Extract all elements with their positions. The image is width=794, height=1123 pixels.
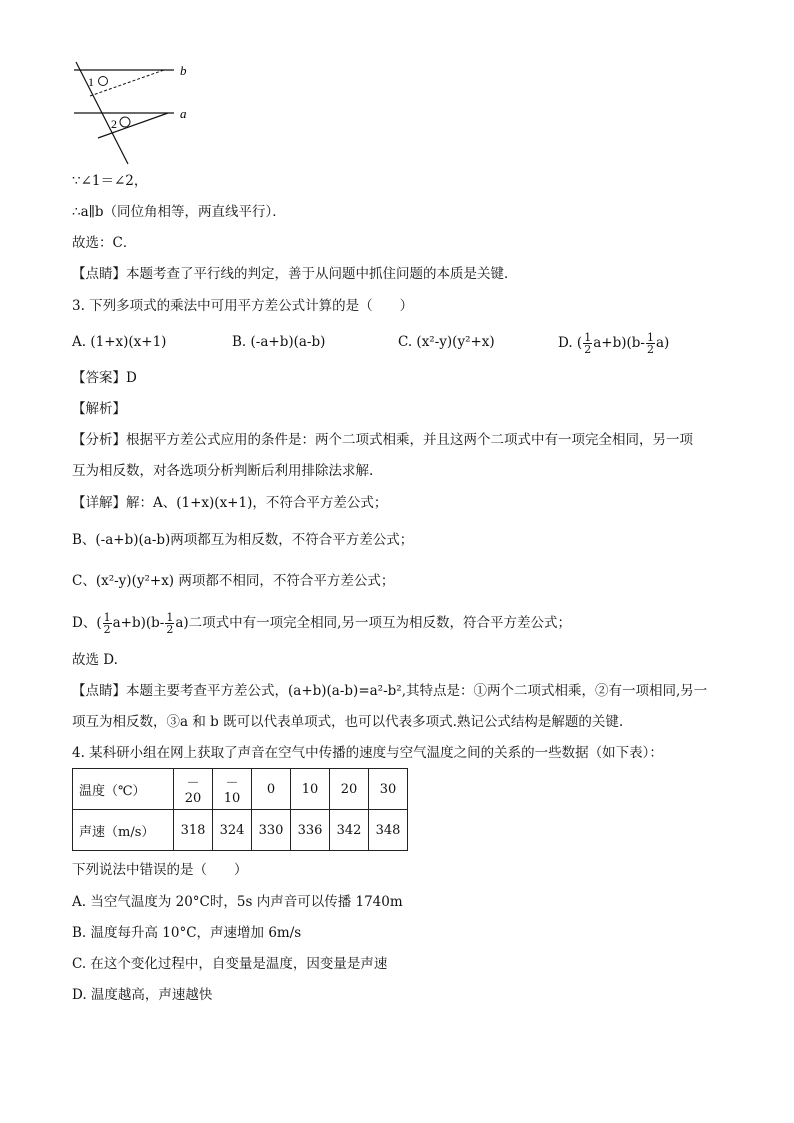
q3-option-c: C. (x²-y)(y²+x)	[398, 334, 495, 350]
q3-detail-a: 【详解】解：A、(1+x)(x+1)，不符合平方差公式；	[72, 495, 388, 511]
angle-2-label: 2	[111, 117, 117, 131]
fraction-half: $\frac{1}{2}$	[584, 331, 592, 356]
q3-dianjing-line2: 项互为相反数，③a 和 b 既可以代表单项式，也可以代表多项式.熟记公式结构是解题的关键.	[72, 714, 624, 730]
q3-detail-b: B、(-a+b)(a-b)两项都互为相反数，不符合平方差公式；	[72, 532, 414, 548]
temperature-speed-table	[72, 768, 408, 851]
q3-fenxi-line1: 【分析】根据平方差公式应用的条件是：两个二项式相乘，并且这两个二项式中有一项完全相同，另一项	[72, 432, 693, 448]
table-cell: 330	[252, 810, 291, 851]
table-cell: 30	[369, 769, 408, 810]
q3-option-d	[558, 332, 669, 355]
line-b-label: b	[180, 63, 187, 78]
angle-1-label: 1	[88, 75, 94, 89]
table-cell: －20	[174, 769, 213, 810]
q3-option-d-suffix: a)	[655, 335, 670, 351]
fraction-half: $\frac{1}{2}$	[166, 611, 174, 636]
table-cell: 20	[330, 769, 369, 810]
table-cell: 318	[174, 810, 213, 851]
q4-option-c: C. 在这个变化过程中，自变量是温度，因变量是声速	[72, 956, 388, 972]
q3-stem: 3. 下列多项式的乘法中可用平方差公式计算的是（ ）	[72, 298, 414, 314]
table-row	[73, 769, 408, 810]
row-header-speed: 声速（m/s）	[73, 810, 174, 851]
angle-1-mark	[99, 77, 108, 86]
q4-option-a: A. 当空气温度为 20°C时，5s 内声音可以传播 1740m	[72, 894, 403, 910]
sol2-choice: 故选：C．	[72, 235, 137, 251]
table-cell: －10	[213, 769, 252, 810]
sol2-given: ∵∠1＝∠2，	[72, 173, 148, 189]
dashed-side	[90, 70, 164, 96]
table-cell: 0	[252, 769, 291, 810]
table-cell: 336	[291, 810, 330, 851]
q3-detail-d: D、( $\frac{1}{2}$ a+b)(b- $\frac{1}{2}$ a)二项式中有一项完全相同,另一项互为相反数，符合平方差公式；	[72, 611, 571, 636]
q4-stem: 4. 某科研小组在网上获取了声音在空气中传播的速度与空气温度之间的关系的一些数据（如下表）：	[72, 745, 663, 761]
q3-dianjing-line1: 【点睛】本题主要考查平方差公式，(a+b)(a-b)=a²-b²,其特点是：①两个二项式相乘，②有一项相同,另一	[72, 683, 708, 699]
q3-analysis-heading: 【解析】	[72, 401, 126, 417]
row-header-temperature: 温度（℃）	[73, 769, 174, 810]
q3-option-d-middle: a+b)(b-	[593, 335, 645, 351]
table-row	[73, 810, 408, 851]
q3-answer: 【答案】D	[72, 370, 137, 386]
angle-2-mark	[120, 117, 130, 127]
fraction-half: $\frac{1}{2}$	[103, 611, 111, 636]
table-cell: 324	[213, 810, 252, 851]
q3-option-a: A. (1+x)(x+1)	[72, 334, 167, 350]
q3-option-b: B. (-a+b)(a-b)	[232, 334, 326, 350]
sol2-conclusion: ∴a∥b（同位角相等，两直线平行）．	[72, 204, 286, 220]
fraction-half: $\frac{1}{2}$	[646, 331, 654, 356]
q4-question: 下列说法中错误的是（ ）	[72, 862, 248, 878]
q3-fenxi-line2: 互为相反数，对各选项分析判断后利用排除法求解.	[72, 463, 374, 479]
q4-option-d: D. 温度越高，声速越快	[72, 987, 213, 1003]
table-cell: 348	[369, 810, 408, 851]
table-cell: 342	[330, 810, 369, 851]
parallel-lines-figure	[70, 56, 210, 168]
sol2-comment: 【点睛】本题考查了平行线的判定，善于从问题中抓住问题的本质是关键．	[72, 266, 518, 282]
line-a-label: a	[180, 106, 187, 121]
q3-option-d-prefix: D. (	[558, 335, 583, 351]
q3-detail-c: C、(x²-y)(y²+x) 两项都不相同，不符合平方差公式；	[72, 573, 395, 589]
q4-option-b: B. 温度每升高 10°C，声速增加 6m/s	[72, 925, 302, 941]
table-cell: 10	[291, 769, 330, 810]
q3-choose: 故选 D.	[72, 652, 118, 668]
